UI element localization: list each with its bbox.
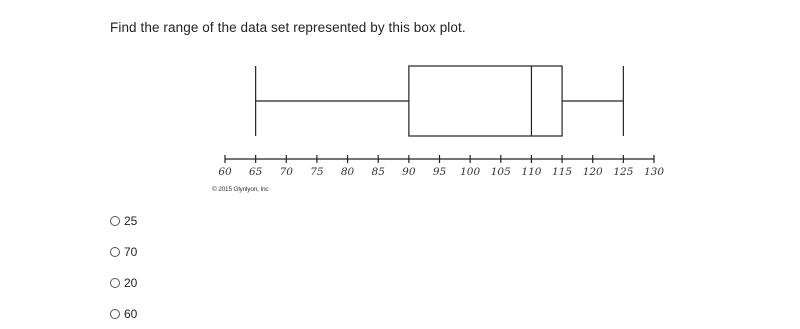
x-axis-tick-label: 115 xyxy=(552,166,573,178)
x-axis-tick-label: 60 xyxy=(218,166,232,178)
x-axis-tick-label: 95 xyxy=(432,166,447,178)
choice-label: 25 xyxy=(124,213,138,228)
answer-choice-3[interactable] xyxy=(110,298,137,329)
copyright-notice: © 2015 Glynlyon, Inc xyxy=(212,186,269,193)
x-axis-tick-label: 110 xyxy=(521,166,542,178)
choice-label: 20 xyxy=(124,275,138,290)
x-axis-tick-label: 80 xyxy=(340,166,355,178)
radio-button[interactable] xyxy=(110,278,120,288)
answer-choices xyxy=(110,205,137,329)
choice-label: 70 xyxy=(124,244,138,259)
x-axis-tick-label: 120 xyxy=(582,166,603,178)
radio-button[interactable] xyxy=(110,216,120,226)
x-axis-tick-label: 65 xyxy=(248,166,263,178)
x-axis-tick-label: 90 xyxy=(402,166,416,178)
x-axis-tick-label: 105 xyxy=(490,166,511,178)
interquartile-box xyxy=(409,66,562,136)
x-axis-tick-label: 130 xyxy=(643,166,665,178)
x-axis-tick-label: 100 xyxy=(460,166,481,178)
question-text: Find the range of the data set represented by this box plot. xyxy=(110,20,466,35)
radio-button[interactable] xyxy=(110,247,120,257)
answer-choice-2[interactable] xyxy=(110,267,137,298)
radio-button[interactable] xyxy=(110,309,120,319)
answer-choice-0[interactable] xyxy=(110,205,137,236)
x-axis-tick-label: 85 xyxy=(371,166,385,178)
x-axis-tick-label: 75 xyxy=(310,166,324,178)
x-axis-tick-label: 70 xyxy=(279,166,293,178)
x-axis-tick-label: 125 xyxy=(613,166,634,178)
choice-label: 60 xyxy=(124,306,138,321)
answer-choice-1[interactable] xyxy=(110,236,137,267)
